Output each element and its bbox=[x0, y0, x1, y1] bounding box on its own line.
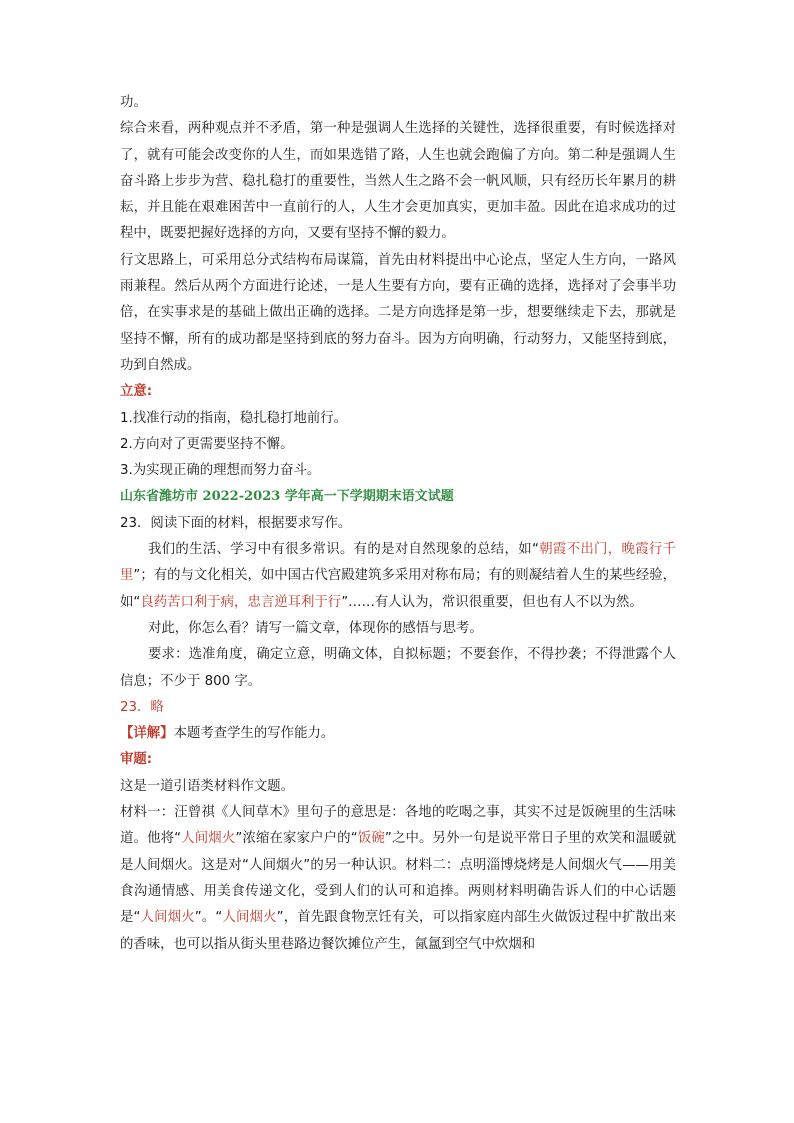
analysis-part: ”。“ bbox=[194, 910, 223, 926]
review-label: 审题: bbox=[120, 752, 153, 768]
material-quote: 朝霞不出门，晚霞行千里 bbox=[120, 542, 677, 584]
answer-label: 23．略 bbox=[120, 699, 164, 715]
theme-point: 1.找准行动的指南，稳扎稳打地前行。 bbox=[120, 410, 348, 426]
theme-point: 3.为实现正确的理想而努力奋斗。 bbox=[120, 463, 321, 479]
analysis-part: ”，首先跟食物烹饪有关，可以指家庭内部生火做饭过程中扩散出来的香味，也可以指从街头里巷路边餐饮摊位产生，氤氲到空气中炊烟和 bbox=[120, 910, 677, 952]
question-intro: 23．阅读下面的材料，根据要求写作。 bbox=[120, 515, 352, 531]
requirements: 要求：选准角度，确定立意，明确文体，自拟标题；不要套作，不得抄袭；不得泄露个人信息；不少于 800 字。 bbox=[120, 647, 676, 689]
material-part: ”……有人认为，常识很重要，但也有人不以为然。 bbox=[341, 594, 643, 610]
detail-line bbox=[120, 721, 676, 747]
analysis-quote: 人间烟火 bbox=[222, 910, 277, 926]
approach-paragraph: 行文思路上，可采用总分式结构布局谋篇，首先由材料提出中心论点，坚定人生方向，一路风雨兼程。然后从两个方面进行论述，一是人生要有方向，要有正确的选择，选择对了会事半功倍，在实事求是的基础上做出正确的选择。二是方向选择是第一步，想要继续走下去，那就是坚持不懈，所有的成功都是坚持到底的努力奋斗。因为方向明确，行动努力，又能坚持到底，功到自然成。 bbox=[120, 252, 676, 373]
analysis-quote: 饭碗 bbox=[357, 831, 385, 847]
analysis-part: ”浓缩在家家户户的“ bbox=[235, 831, 358, 847]
exam-title: 山东省潍坊市 2022-2023 学年高一下学期期末语文试题 bbox=[120, 489, 454, 505]
summary-paragraph: 综合来看，两种观点并不矛盾，第一种是强调人生选择的关键性，选择很重要，有时候选择对了，就有可能会改变你的人生，而如果选错了路，人生也就会跑偏了方向。第二种是强调人生奋斗路上步步为营、稳扎稳打的重要性，当然人生之路不会一帆风顺，只有经历长年累月的耕耘，并且能在艰难困苦中一直前行的人，人生才会更加真实，更加丰盈。因此在追求成功的过程中，既要把握好选择的方向，又要有坚持不懈的毅力。 bbox=[120, 121, 676, 242]
detail-text: 本题考查学生的写作能力。 bbox=[173, 726, 335, 742]
analysis-part: 材料一：汪曾祺《人间草木》里句子的意思是：各地的吃喝之事，其实不过是饭碗里的生活味道。他将“ bbox=[120, 805, 676, 847]
prompt-line: 对此，你怎么看？请写一篇文章，体现你的感悟与思考。 bbox=[148, 620, 483, 636]
theme-label: 立意: bbox=[120, 384, 153, 400]
review-intro: 这是一道引语类材料作文题。 bbox=[120, 778, 295, 794]
document-page bbox=[120, 90, 676, 958]
material-part: 我们的生活、学习中有很多常识。有的是对自然现象的总结，如“ bbox=[148, 542, 539, 558]
material-paragraph bbox=[120, 537, 676, 616]
analysis-quote: 人间烟火 bbox=[140, 910, 195, 926]
theme-point: 2.方向对了更需要坚持不懈。 bbox=[120, 436, 294, 452]
top-fragment: 功。 bbox=[120, 95, 147, 110]
analysis-part: ”之中。另外一句是说平常日子里的欢笑和温暖就是人间烟火。这是对“人间烟火”的另一种认识。材料二：点明淄博烧烤是人间烟火气——用美食沟通情感、用美食传递文化，受到人们的认可和追捧。两则材料明确告诉人们的中心话题是“ bbox=[120, 831, 677, 926]
material-quote: 良药苦口利于病，忠言逆耳利于行 bbox=[140, 594, 342, 610]
analysis-paragraph bbox=[120, 800, 676, 958]
material-part: ”；有的与文化相关，如中国古代宫殿建筑多采用对称布局；有的则凝结着人生的某些经验，如“ bbox=[120, 568, 677, 610]
analysis-quote: 人间烟火 bbox=[181, 831, 236, 847]
detail-bracket: 【详解】 bbox=[120, 726, 174, 742]
